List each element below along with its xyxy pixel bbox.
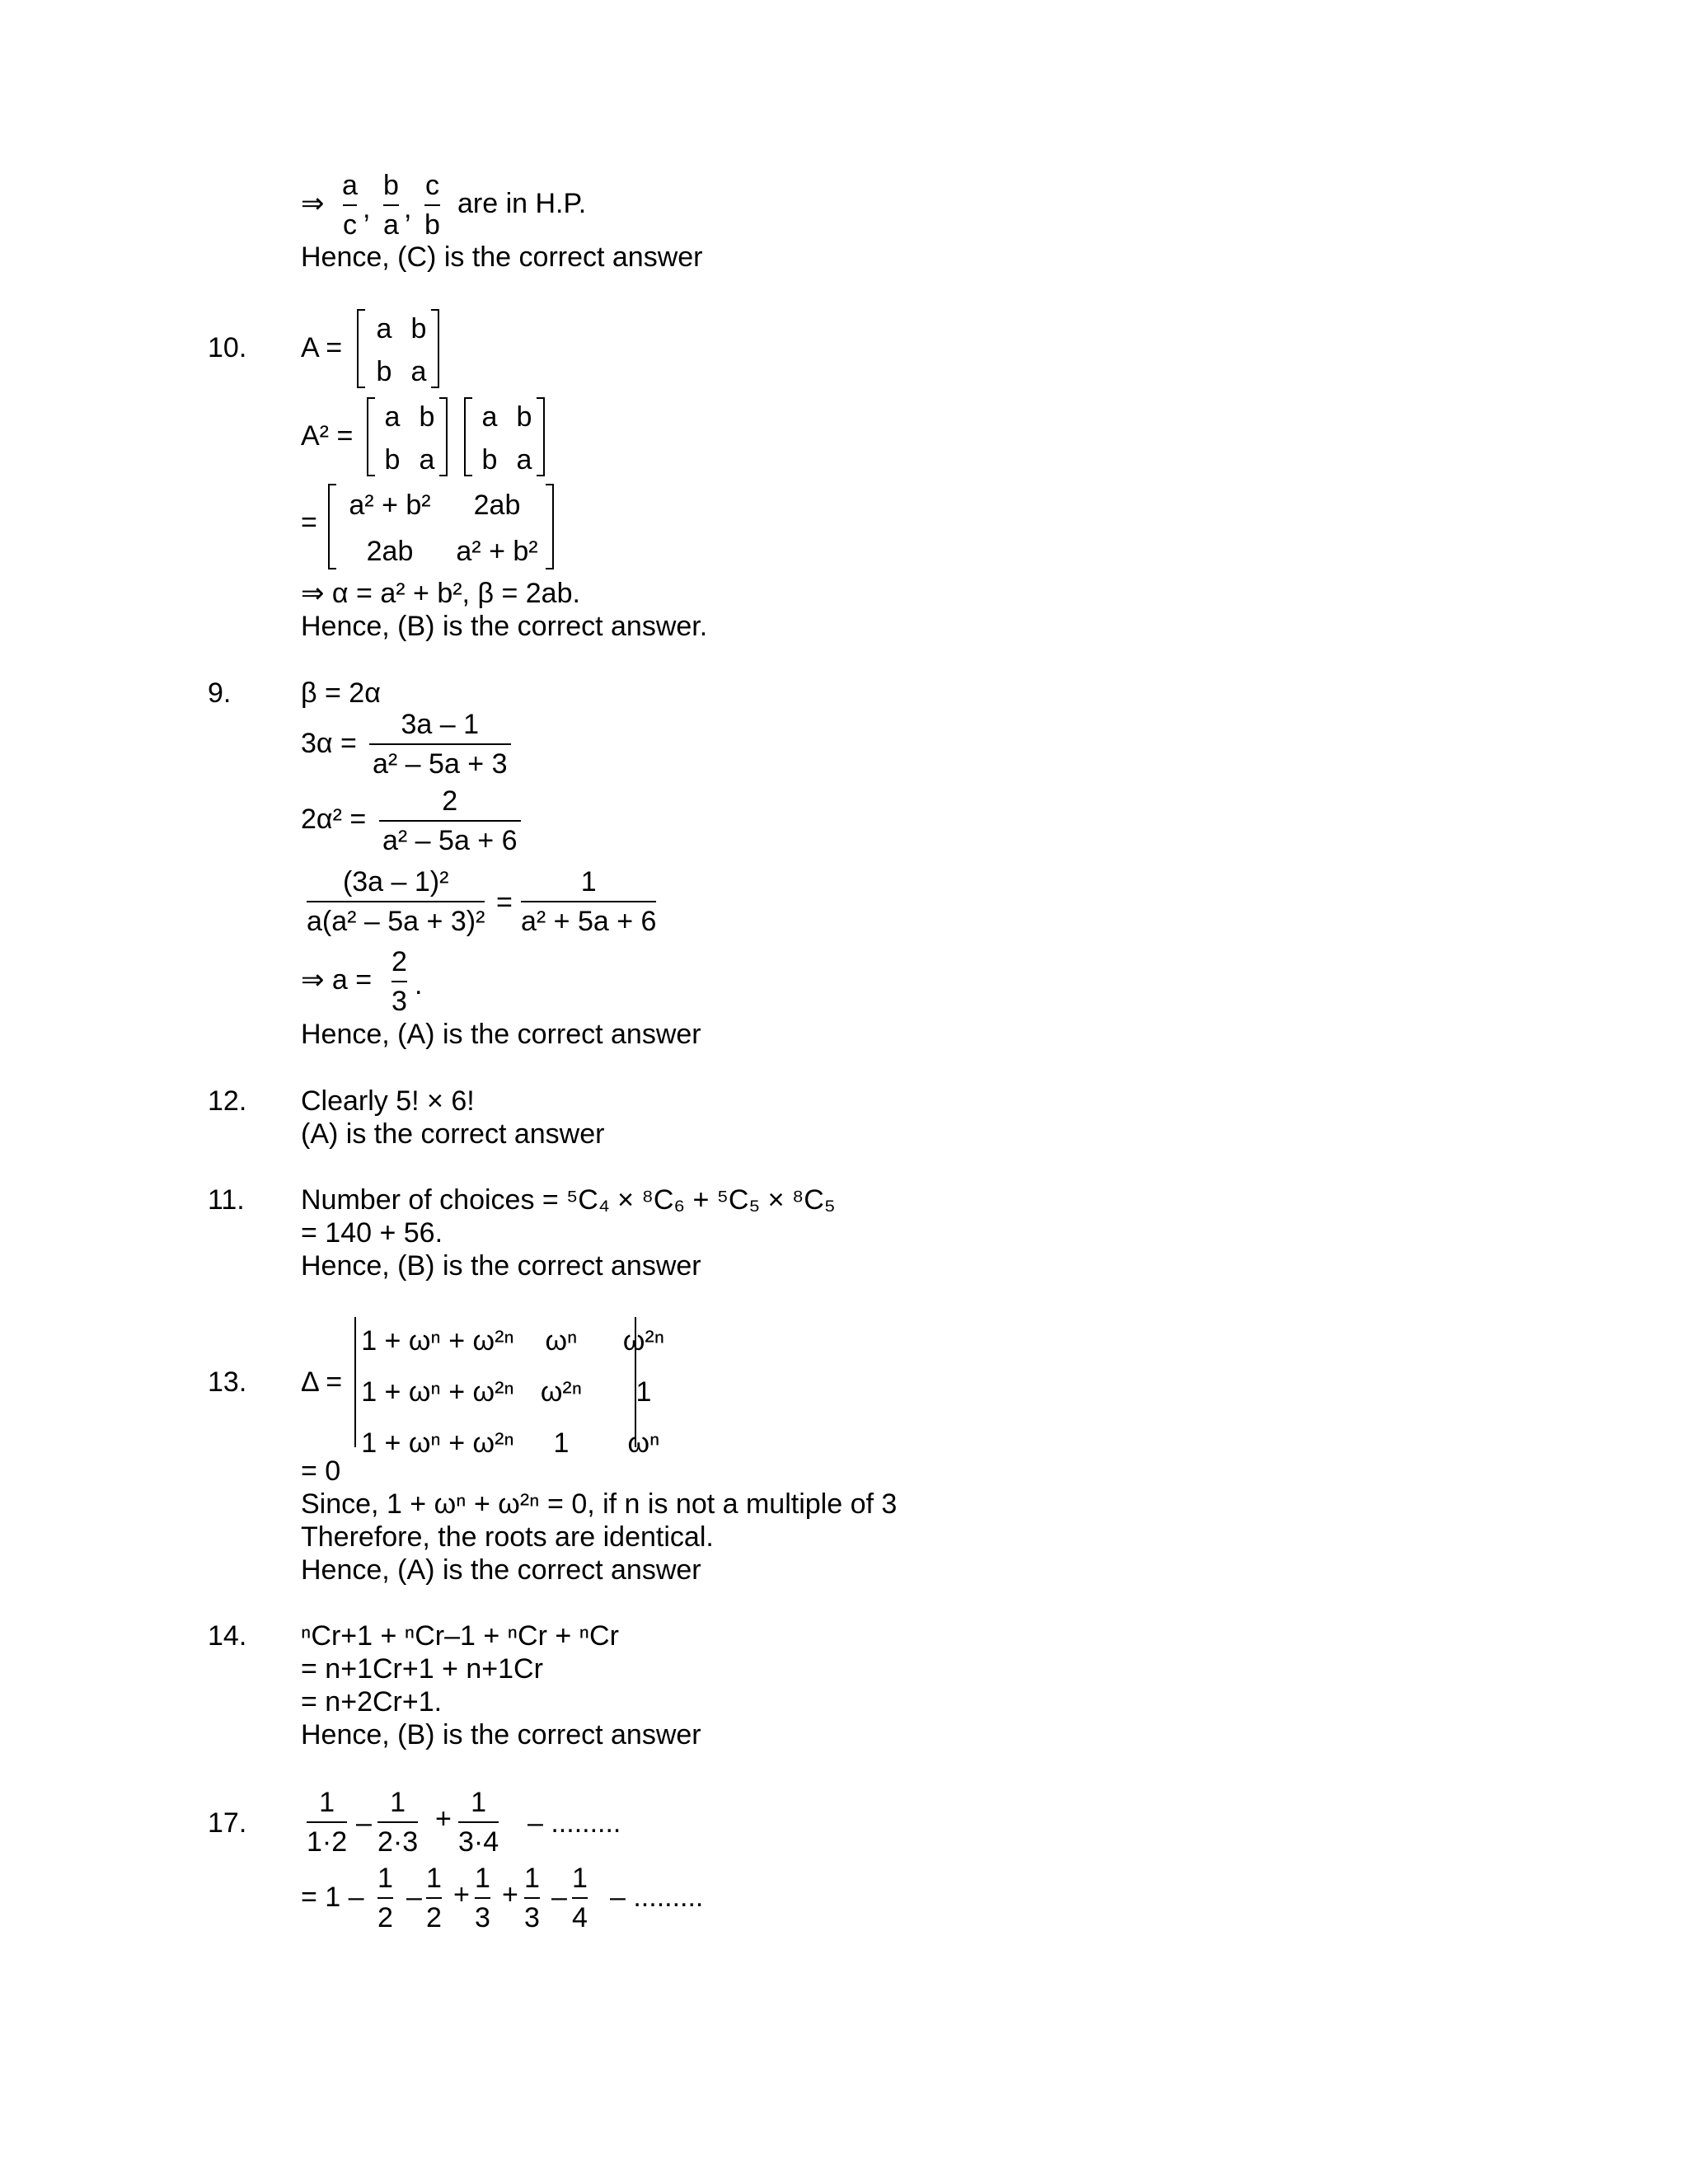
bracket-right <box>431 309 439 388</box>
determinant-bar-left <box>354 1317 356 1447</box>
matrix-a: a b b a <box>376 313 427 387</box>
fraction-2alpha-squared: $\frac{2}{\text{a² – 5a + 6}}$ <box>379 787 521 855</box>
bracket-left <box>464 397 472 476</box>
fraction: $\frac{1}{2}$ <box>377 1863 393 1933</box>
fraction: $\frac{1}{2\cdot 3}$ <box>377 1787 419 1858</box>
answer-text: Hence, (B) is the correct answer. <box>301 611 708 642</box>
equals-sign: = <box>301 507 317 538</box>
beta-equation: β = 2α <box>301 677 381 709</box>
matrix-a-second: a b b a <box>481 401 532 476</box>
bracket-left <box>367 397 375 476</box>
fraction-two-thirds: $\frac{2}{3}$ <box>392 946 407 1017</box>
question-number: 12. <box>208 1085 247 1117</box>
answer-text: Hence, (B) is the correct answer <box>301 1250 701 1282</box>
hp-statement: are in H.P. <box>457 188 587 219</box>
question-number: 10. <box>208 332 247 363</box>
determinant: 1 + ωⁿ + ω²ⁿ ωⁿ ω²ⁿ 1 + ωⁿ + ω²ⁿ ω²ⁿ 1 1 + ωⁿ + ω²ⁿ 1 ωⁿ <box>361 1325 665 1459</box>
fraction: $\frac{1}{2}$ <box>426 1863 442 1933</box>
answer-text: Hence, (B) is the correct answer <box>301 1719 701 1750</box>
matrix-a2-label: A² = <box>301 420 354 452</box>
question-number: 17. <box>208 1807 247 1839</box>
bracket-right <box>439 397 448 476</box>
bracket-right <box>546 484 554 569</box>
implies-symbol: ⇒ <box>301 188 325 219</box>
fraction-rhs: $\frac{1}{\text{a² + 5a + 6}}$ <box>521 866 657 937</box>
matrix-a-first: a b b a <box>384 401 435 476</box>
fraction-3alpha: $\frac{3a - 1}{\text{a² – 5a + 3}}$ <box>369 710 511 778</box>
bracket-left <box>328 484 336 569</box>
fraction-c-over-b: $\frac{c}{b}$ <box>424 170 440 241</box>
fraction: $\frac{1}{1\cdot 2}$ <box>307 1787 348 1858</box>
matrix-a-squared: a² + b² 2ab 2ab a² + b² <box>349 490 538 567</box>
conclusion-text: ⇒ α = a² + b², β = 2ab. <box>301 578 580 609</box>
fraction: $\frac{1}{3}$ <box>475 1863 490 1933</box>
matrix-a-label: A = <box>301 332 343 363</box>
answer-text: Hence, (A) is the correct answer <box>301 1554 701 1586</box>
fraction: $\frac{1}{3\cdot 4}$ <box>458 1787 499 1858</box>
answer-text: (A) is the correct answer <box>301 1118 605 1150</box>
bracket-right <box>537 397 545 476</box>
question-number: 13. <box>208 1366 247 1398</box>
answer-text: Hence, (C) is the correct answer <box>301 241 703 273</box>
fraction-lhs: $\frac{\text{(3a – 1)²}}{\text{a(a² – 5a + 3)²}}$ <box>307 866 485 937</box>
fraction-a-over-c: $\frac{a}{c}$ <box>342 170 358 241</box>
determinant-bar-right <box>635 1317 636 1447</box>
fraction: $\frac{1}{4}$ <box>572 1863 588 1933</box>
fraction-b-over-a: $\frac{b}{a}$ <box>383 170 399 241</box>
question-number: 11. <box>208 1184 245 1216</box>
bracket-left <box>357 309 365 388</box>
question-number: 9. <box>208 677 232 709</box>
fraction: $\frac{1}{3}$ <box>524 1863 540 1933</box>
question-number: 14. <box>208 1620 247 1652</box>
answer-text: Hence, (A) is the correct answer <box>301 1019 701 1050</box>
